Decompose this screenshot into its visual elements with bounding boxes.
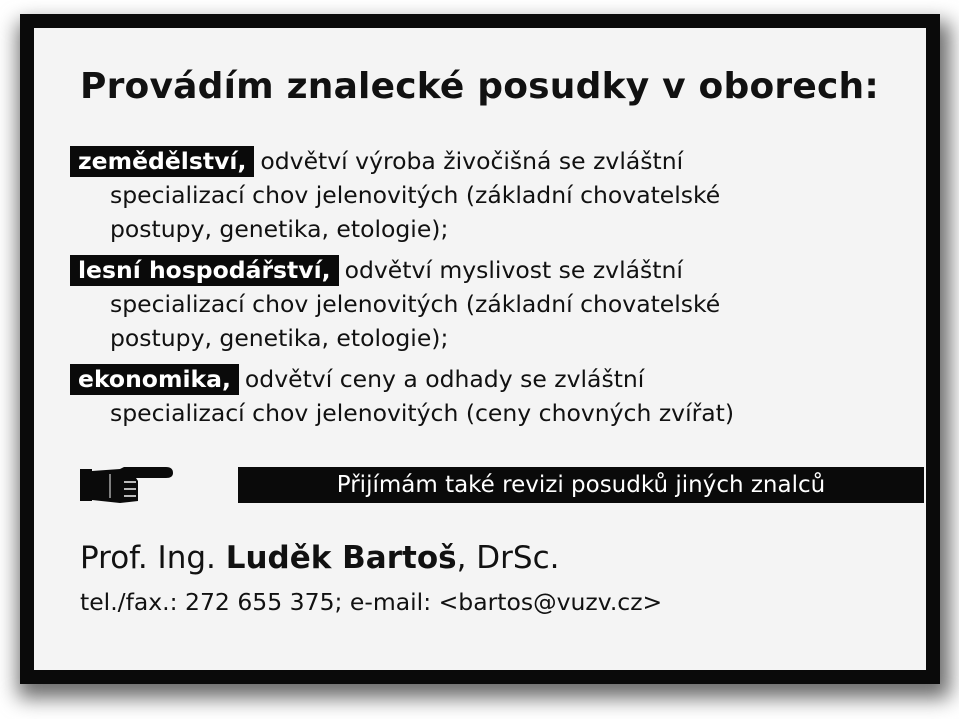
- field-label: ekonomika,: [70, 364, 239, 395]
- field-description: odvětví výroba živočišná se zvláštní: [260, 147, 684, 175]
- field-description-continued: specializací chov jelenovitých (základní chovatelské: [110, 290, 721, 318]
- field-description-continued: specializací chov jelenovitých (základní chovatelské: [110, 181, 721, 209]
- field-description: odvětví myslivost se zvláštní: [344, 256, 683, 284]
- field-entry-agriculture: [70, 144, 720, 246]
- advertisement-card: [20, 14, 940, 684]
- author-name-bold: Luděk Bartoš: [225, 540, 457, 576]
- field-label: zemědělství,: [70, 146, 254, 177]
- field-label: lesní hospodářství,: [70, 255, 339, 286]
- card-content: [34, 28, 926, 670]
- revision-banner: Přijímám také revizi posudků jiných znalců: [238, 467, 924, 503]
- field-description-continued: postupy, genetika, etologie);: [110, 215, 449, 243]
- field-entry-economics: [70, 362, 734, 430]
- field-description-continued: specializací chov jelenovitých (ceny chovných zvířat): [110, 399, 735, 427]
- field-description-continued: postupy, genetika, etologie);: [110, 324, 449, 352]
- pointing-hand-icon: [80, 465, 174, 505]
- field-entry-forestry: [70, 253, 720, 355]
- revision-notice: [80, 463, 880, 509]
- author-degree: , DrSc.: [456, 540, 560, 576]
- author-name: [80, 540, 560, 576]
- field-description: odvětví ceny a odhady se zvláštní: [244, 365, 645, 393]
- contact-info: tel./fax.: 272 655 375; e-mail: <bartos@vuzv.cz>: [80, 588, 663, 616]
- author-title: Prof. Ing.: [80, 540, 216, 576]
- page-title: Provádím znalecké posudky v oborech:: [80, 66, 879, 107]
